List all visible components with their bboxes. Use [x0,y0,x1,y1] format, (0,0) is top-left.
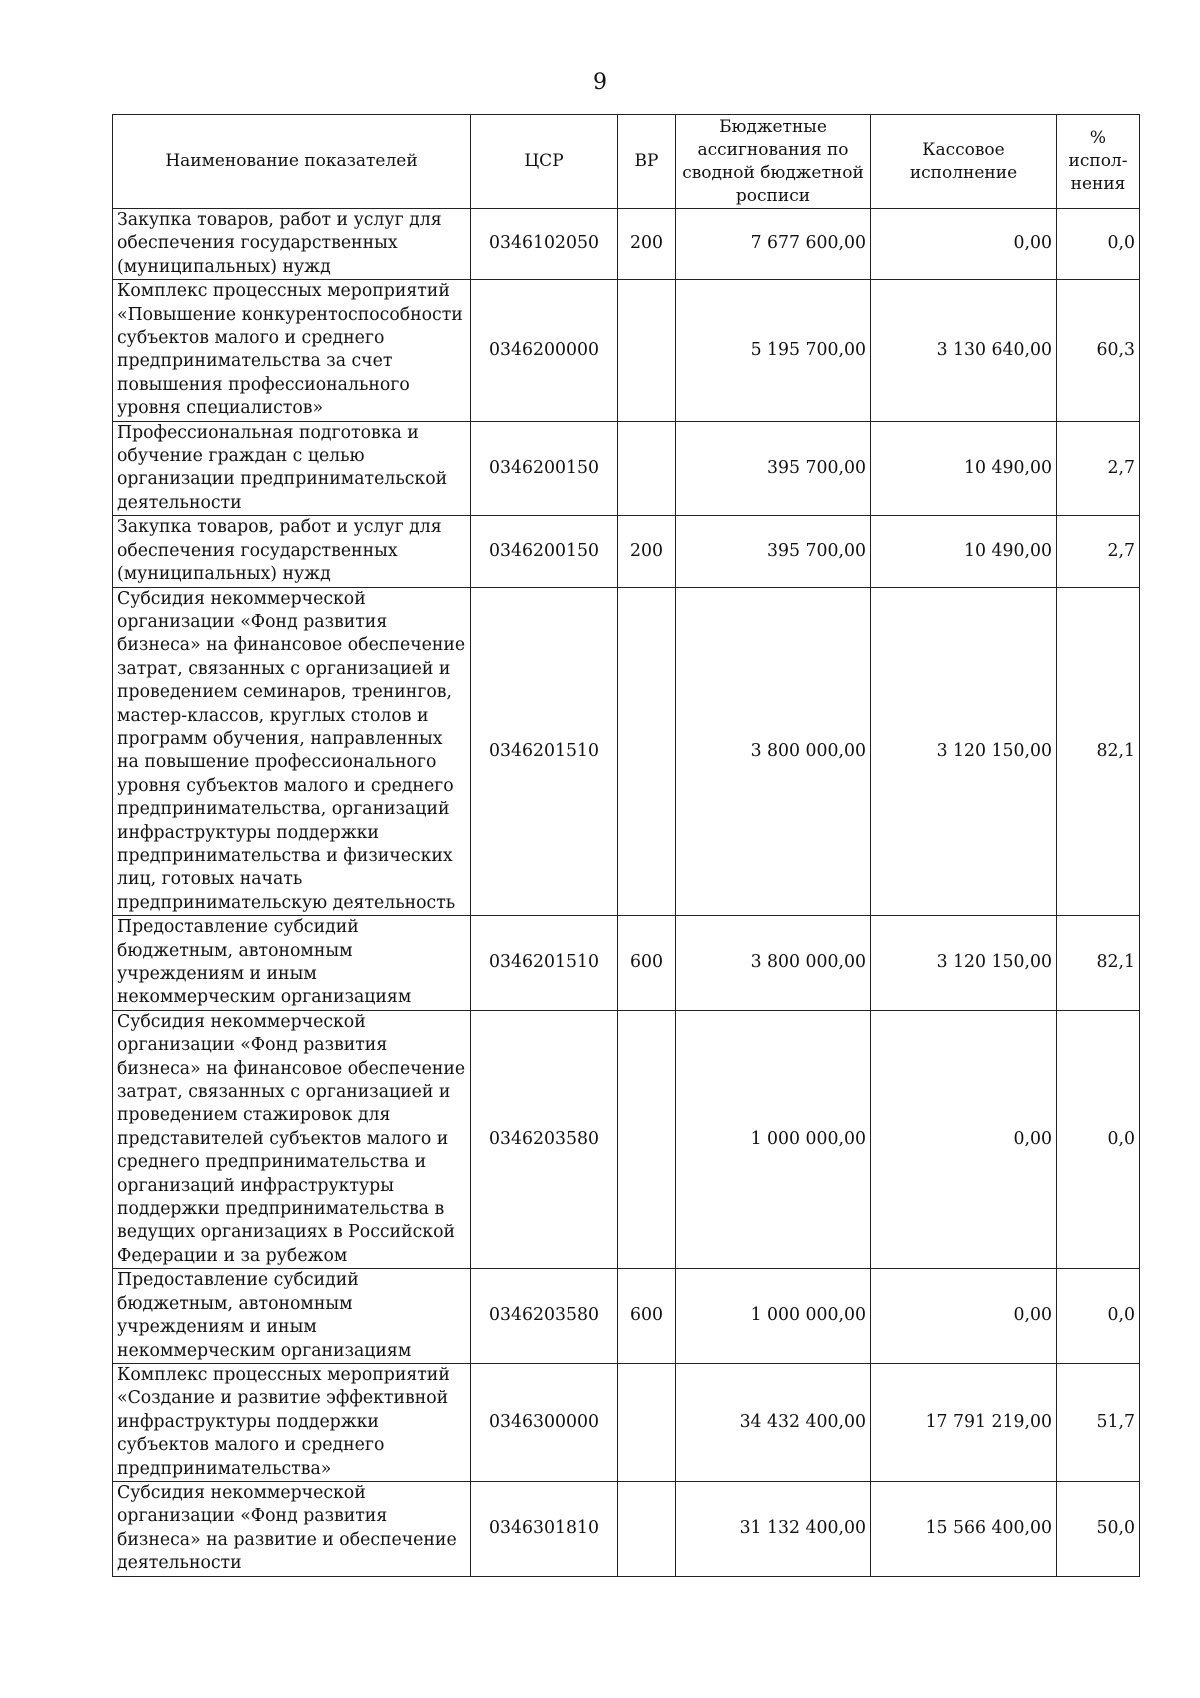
row-percent: 82,1 [1057,587,1140,916]
budget-execution-table [112,114,1140,1577]
table-row [113,916,1140,1011]
table-row [113,587,1140,916]
row-cash: 3 130 640,00 [871,280,1057,421]
header-csr: ЦСР [471,115,618,209]
header-budget: Бюджетные ассигнования по сводной бюджетной росписи [676,115,871,209]
row-cash: 0,00 [871,1010,1057,1268]
row-name: Субсидия некоммерческой организации «Фонд развития бизнеса» на финансовое обеспечение затрат, связанных с организацией и проведением семинаров, тренингов, мастер-классов, круглых столов и программ обучения, направленных на повышение профессионального уровня субъектов малого и среднего предпринимательства, организаций инфраструктуры поддержки предпринимательства и физических лиц, готовых начать предпринимательскую деятельность [113,587,471,916]
table-row [113,516,1140,587]
header-percent: % испол-нения [1057,115,1140,209]
row-name: Закупка товаров, работ и услуг для обеспечения государственных (муниципальных) нужд [113,516,471,587]
row-budget: 395 700,00 [676,516,871,587]
row-budget: 1 000 000,00 [676,1269,871,1364]
row-csr: 0346300000 [471,1363,618,1481]
row-vr [618,280,676,421]
row-budget: 5 195 700,00 [676,280,871,421]
row-budget: 3 800 000,00 [676,916,871,1011]
row-percent: 0,0 [1057,1269,1140,1364]
row-csr: 0346203580 [471,1269,618,1364]
row-percent: 50,0 [1057,1481,1140,1576]
row-vr [618,1010,676,1268]
row-cash: 15 566 400,00 [871,1481,1057,1576]
row-vr [618,421,676,516]
row-csr: 0346200150 [471,516,618,587]
row-csr: 0346201510 [471,587,618,916]
row-cash: 10 490,00 [871,516,1057,587]
row-cash: 3 120 150,00 [871,587,1057,916]
row-budget: 7 677 600,00 [676,209,871,280]
row-vr: 200 [618,209,676,280]
page-number: 9 [593,70,607,95]
row-name: Предоставление субсидий бюджетным, автономным учреждениям и иным некоммерческим организациям [113,916,471,1011]
header-cash: Кассовое исполнение [871,115,1057,209]
row-name: Субсидия некоммерческой организации «Фонд развития бизнеса» на развитие и обеспечение деятельности [113,1481,471,1576]
row-csr: 0346201510 [471,916,618,1011]
row-percent: 60,3 [1057,280,1140,421]
row-vr [618,1363,676,1481]
row-csr: 0346200150 [471,421,618,516]
row-vr [618,1481,676,1576]
header-vr: ВР [618,115,676,209]
row-cash: 17 791 219,00 [871,1363,1057,1481]
row-cash: 3 120 150,00 [871,916,1057,1011]
row-budget: 31 132 400,00 [676,1481,871,1576]
table-header-row [113,115,1140,209]
row-budget: 1 000 000,00 [676,1010,871,1268]
row-cash: 0,00 [871,1269,1057,1364]
row-percent: 2,7 [1057,421,1140,516]
row-csr: 0346203580 [471,1010,618,1268]
row-name: Предоставление субсидий бюджетным, автономным учреждениям и иным некоммерческим организациям [113,1269,471,1364]
row-vr [618,587,676,916]
table-row [113,209,1140,280]
row-name: Комплекс процессных мероприятий «Повышение конкурентоспособности субъектов малого и среднего предпринимательства за счет повышения профессионального уровня специалистов» [113,280,471,421]
row-name: Закупка товаров, работ и услуг для обеспечения государственных (муниципальных) нужд [113,209,471,280]
row-vr: 200 [618,516,676,587]
row-name: Профессиональная подготовка и обучение граждан с целью организации предпринимательской деятельности [113,421,471,516]
row-cash: 10 490,00 [871,421,1057,516]
row-cash: 0,00 [871,209,1057,280]
row-percent: 0,0 [1057,1010,1140,1268]
row-csr: 0346200000 [471,280,618,421]
row-budget: 3 800 000,00 [676,587,871,916]
row-budget: 395 700,00 [676,421,871,516]
row-budget: 34 432 400,00 [676,1363,871,1481]
row-percent: 0,0 [1057,209,1140,280]
table-row [113,421,1140,516]
row-percent: 2,7 [1057,516,1140,587]
row-percent: 82,1 [1057,916,1140,1011]
row-name: Субсидия некоммерческой организации «Фонд развития бизнеса» на финансовое обеспечение затрат, связанных с организацией и проведением стажировок для представителей субъектов малого и среднего предпринимательства и организаций инфраструктуры поддержки предпринимательства в ведущих организациях в Российской Федерации и за рубежом [113,1010,471,1268]
header-name: Наименование показателей [113,115,471,209]
row-csr: 0346102050 [471,209,618,280]
table-row [113,1481,1140,1576]
table-row [113,1010,1140,1268]
table-row [113,280,1140,421]
row-vr: 600 [618,916,676,1011]
row-name: Комплекс процессных мероприятий «Создание и развитие эффективной инфраструктуры поддержки субъектов малого и среднего предпринимательства» [113,1363,471,1481]
row-csr: 0346301810 [471,1481,618,1576]
table-row [113,1363,1140,1481]
row-vr: 600 [618,1269,676,1364]
table-row [113,1269,1140,1364]
row-percent: 51,7 [1057,1363,1140,1481]
